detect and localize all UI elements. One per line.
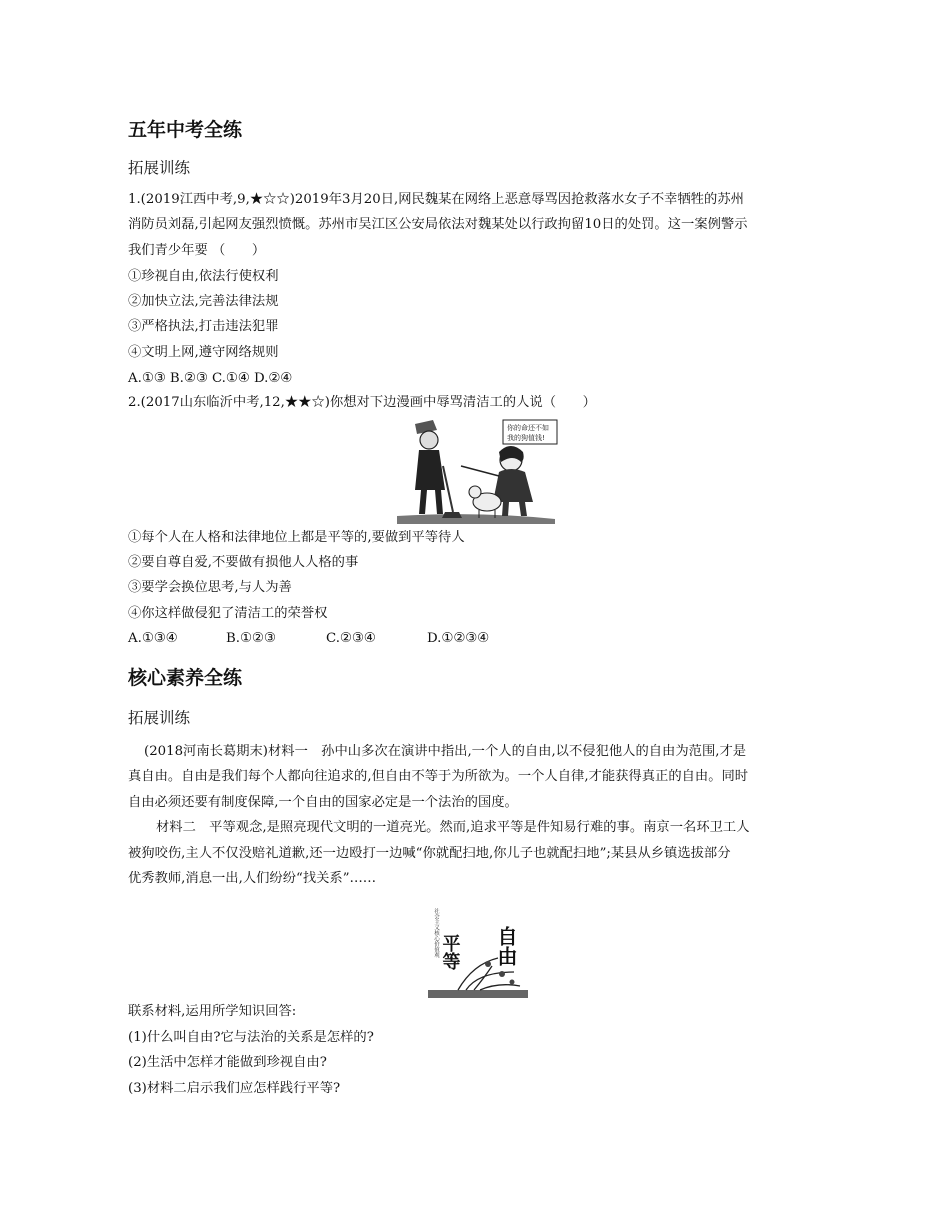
q2-option-b: B.①②③ xyxy=(226,631,276,646)
q2-item-4: ④你这样做侵犯了清洁工的荣誉权 xyxy=(128,606,328,621)
q2-option-d: D.①②③④ xyxy=(427,631,490,646)
q2-item-2: ②要自尊自爱,不要做有损他人人格的事 xyxy=(128,555,359,570)
material-line-3: 自由必须还要有制度保障,一个自由的国家必定是一个法治的国度。 xyxy=(128,795,518,810)
poster-small-text: 社会主义核心价值观 xyxy=(433,908,439,958)
poster-word-equality: 平等 xyxy=(439,934,461,970)
question-3: (3)材料二启示我们应怎样践行平等? xyxy=(128,1081,341,1096)
material-line-4: 材料二 平等观念,是照亮现代文明的一道亮光。然而,追求平等是件知易行难的事。南京一名环卫工人 xyxy=(156,820,750,835)
answer-prompt: 联系材料,运用所学知识回答: xyxy=(128,1004,297,1019)
q1-stem-line-3: 我们青少年要 （ ） xyxy=(128,243,266,258)
q2-option-c: C.②③④ xyxy=(326,631,376,646)
cartoon-illustration xyxy=(395,416,563,526)
section-subtitle-training-2: 拓展训练 xyxy=(128,709,191,727)
material-line-2: 真自由。自由是我们每个人都向往追求的,但自由不等于为所欲为。一个人自律,才能获得真正的自由。同时 xyxy=(128,769,749,784)
freedom-equality-poster xyxy=(428,894,528,998)
q1-stem-line-2: 消防员刘磊,引起网友强烈愤慨。苏州市吴江区公安局依法对魏某处以行政拘留10日的处罚。这一案例警示 xyxy=(128,217,748,232)
section-subtitle-training-1: 拓展训练 xyxy=(128,159,191,177)
cartoon-bubble-line-1: 你的命还不如 xyxy=(507,424,549,432)
cartoon-bubble-line-2: 我的狗值钱! xyxy=(507,434,545,442)
q1-item-1: ①珍视自由,依法行使权利 xyxy=(128,269,279,284)
q1-stem-line-1: 1.(2019江西中考,9,★☆☆)2019年3月20日,网民魏某在网络上恶意辱骂因抢救落水女子不幸牺牲的苏州 xyxy=(128,192,744,207)
q1-item-2: ②加快立法,完善法律法规 xyxy=(128,294,279,309)
section-title-core-literacy: 核心素养全练 xyxy=(128,667,243,689)
poster-word-freedom: 自由 xyxy=(494,926,518,966)
q1-item-4: ④文明上网,遵守网络规则 xyxy=(128,345,279,360)
question-1: (1)什么叫自由?它与法治的关系是怎样的? xyxy=(128,1030,374,1045)
q2-item-3: ③要学会换位思考,与人为善 xyxy=(128,580,292,595)
q2-item-1: ①每个人在人格和法律地位上都是平等的,要做到平等待人 xyxy=(128,530,465,545)
material-line-5: 被狗咬伤,主人不仅没赔礼道歉,还一边殴打一边喊“你就配扫地,你儿子也就配扫地”;某县从乡镇选拔部分 xyxy=(128,846,731,861)
material-line-6: 优秀教师,消息一出,人们纷纷“找关系”…… xyxy=(128,871,377,886)
question-2: (2)生活中怎样才能做到珍视自由? xyxy=(128,1055,327,1070)
q1-item-3: ③严格执法,打击违法犯罪 xyxy=(128,319,279,334)
material-line-1: (2018河南长葛期末)材料一 孙中山多次在演讲中指出,一个人的自由,以不侵犯他人的自由为范围,才是 xyxy=(144,744,747,759)
q2-options xyxy=(128,630,489,648)
q2-option-a: A.①③④ xyxy=(128,631,178,646)
q1-options: A.①③ B.②③ C.①④ D.②④ xyxy=(128,371,293,386)
q2-stem: 2.(2017山东临沂中考,12,★★☆)你想对下边漫画中辱骂清洁工的人说（ ） xyxy=(128,395,596,410)
section-title-five-year: 五年中考全练 xyxy=(128,119,243,141)
